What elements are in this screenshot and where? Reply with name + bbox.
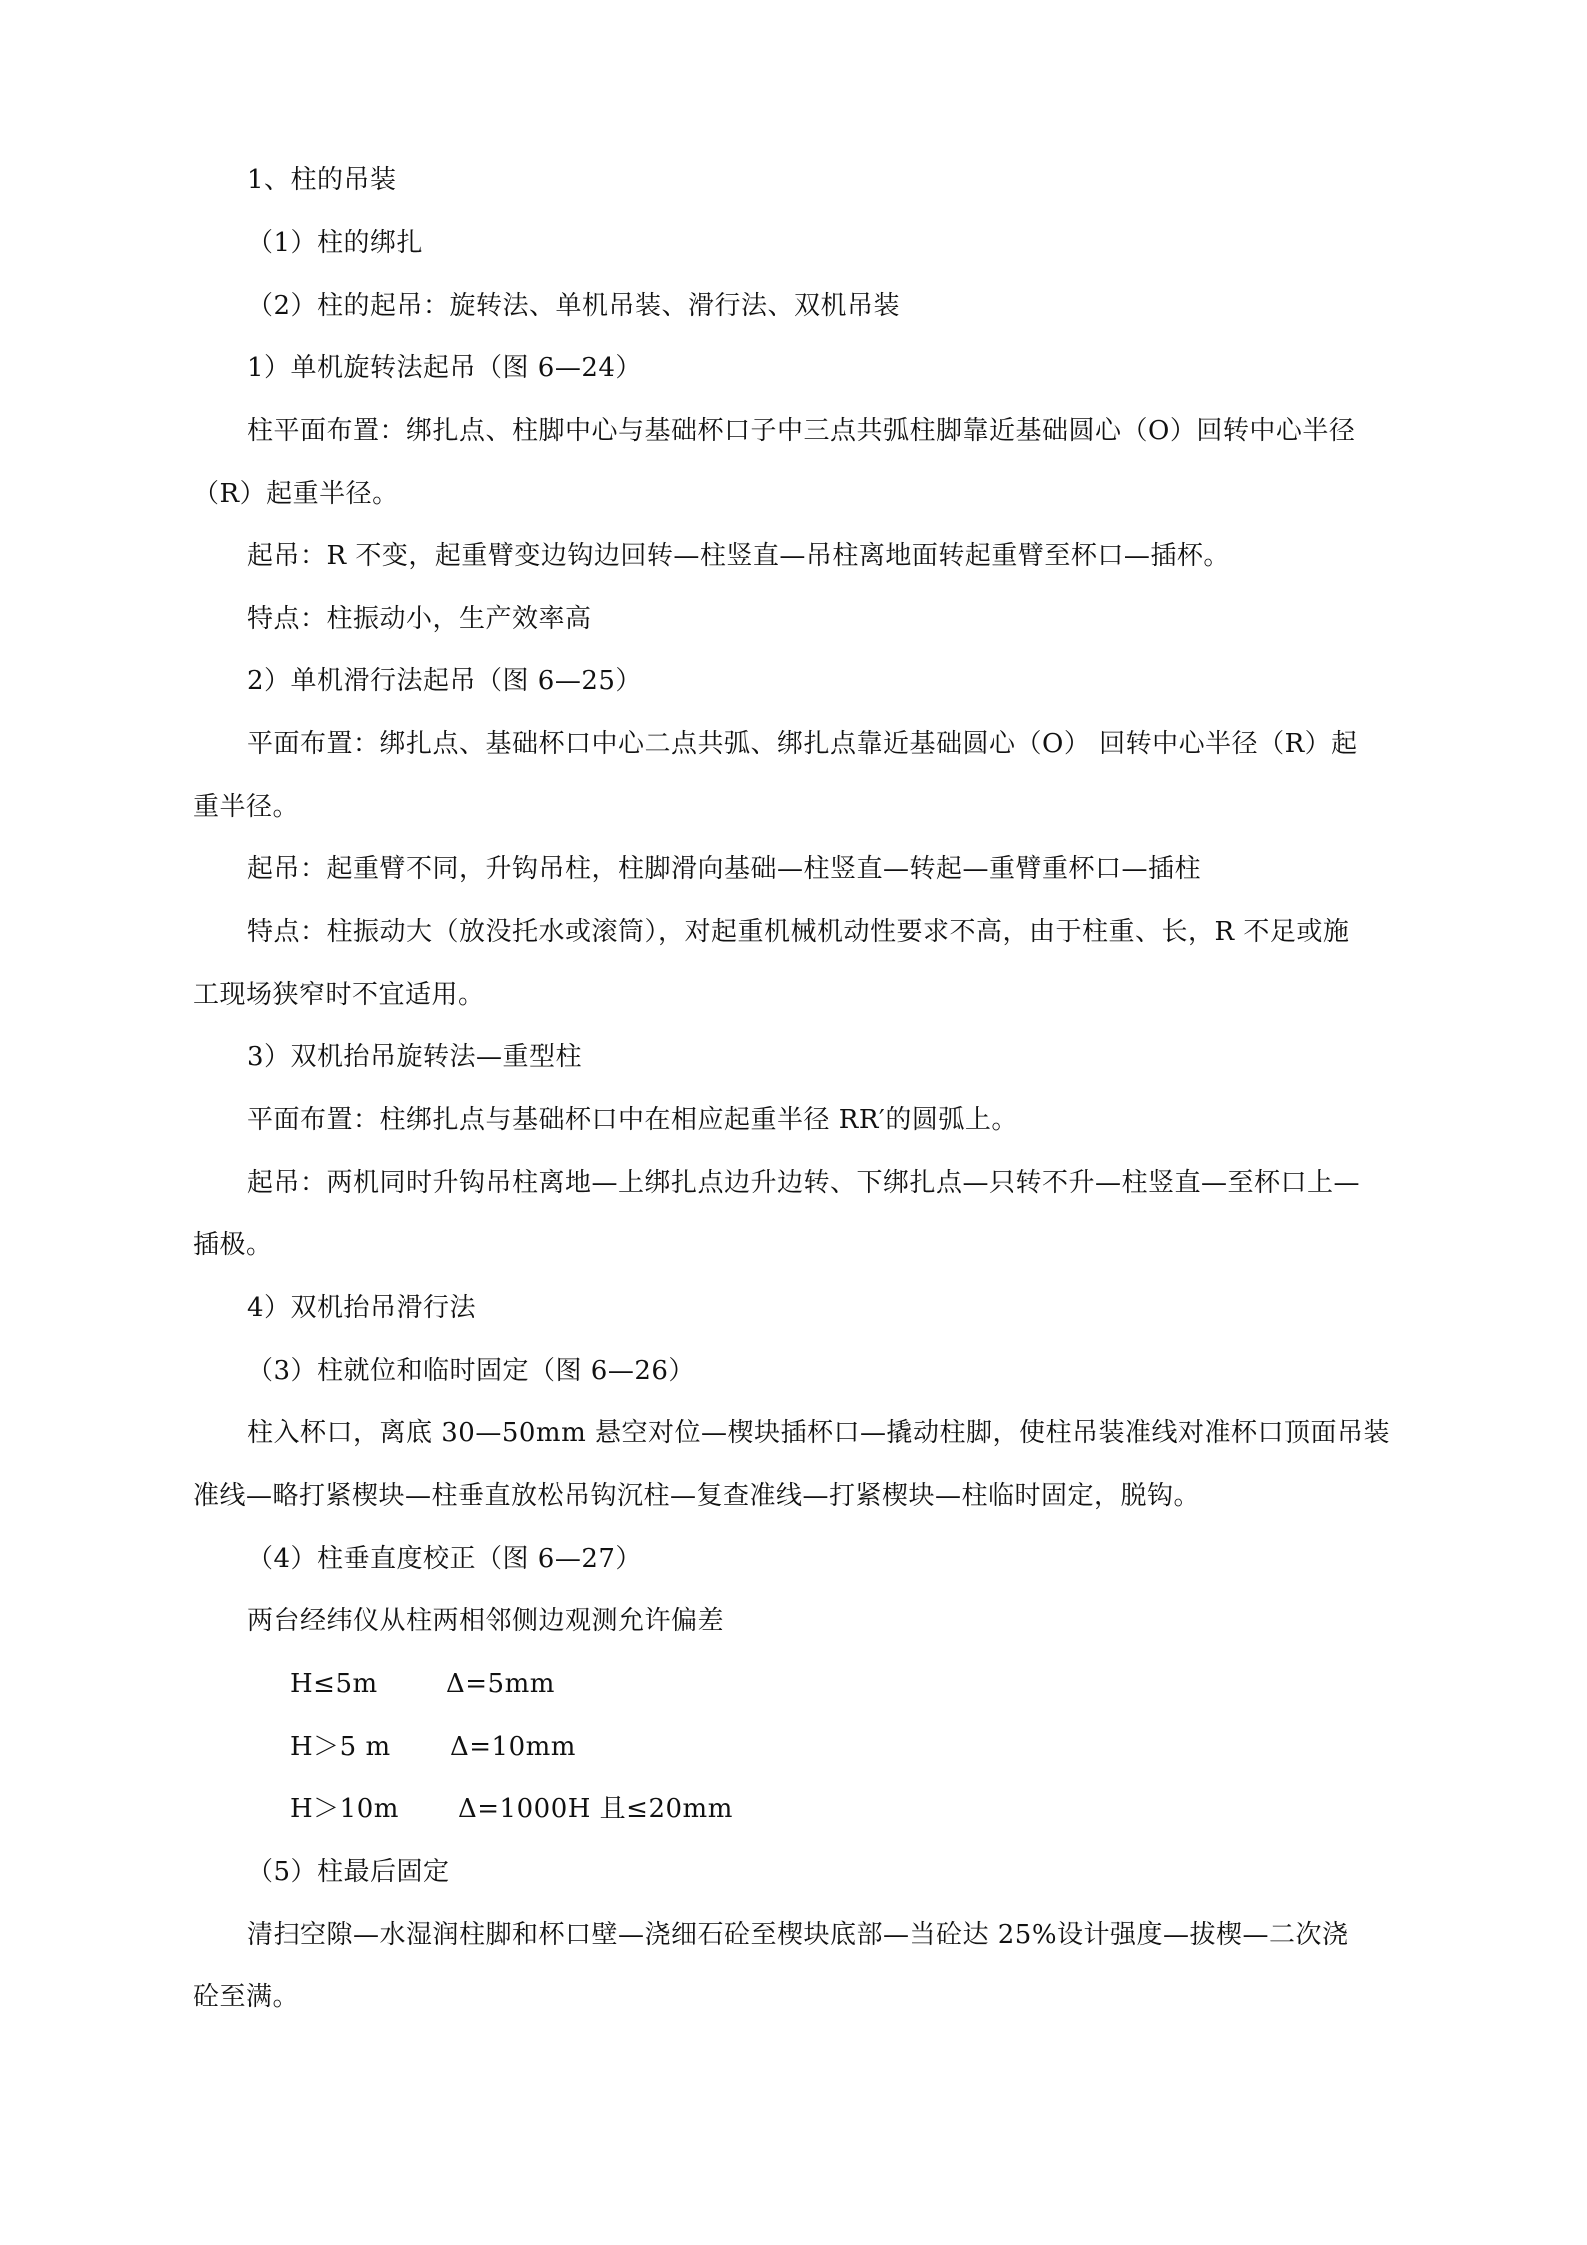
subsection-heading: （4）柱垂直度校正（图 6—27）	[247, 1544, 642, 1574]
paragraph-line: （R）起重半径。	[193, 479, 399, 509]
item-heading: 2）单机滑行法起吊（图 6—25）	[247, 666, 642, 696]
tolerance-height: H＞5 m	[290, 1732, 391, 1762]
paragraph-line: 砼至满。	[193, 1982, 300, 2012]
subsection-heading: （3）柱就位和临时固定（图 6—26）	[247, 1356, 695, 1386]
paragraph-line: 清扫空隙—水湿润柱脚和杯口壁—浇细石砼至楔块底部—当砼达 25%设计强度—拔楔—二次浇	[247, 1920, 1349, 1950]
paragraph-line: 平面布置：绑扎点、基础杯口中心二点共弧、绑扎点靠近基础圆心（O） 回转中心半径（R）起	[247, 729, 1358, 759]
paragraph-line: 准线—略打紧楔块—柱垂直放松吊钩沉柱—复查准线—打紧楔块—柱临时固定，脱钩。	[193, 1481, 1201, 1511]
tolerance-value: Δ=1000H 且≤20mm	[458, 1794, 733, 1824]
tolerance-height: H≤5m	[290, 1669, 378, 1699]
paragraph-line: 起吊：起重臂不同，升钩吊柱，柱脚滑向基础—柱竖直—转起—重臂重杯口—插柱	[247, 854, 1202, 884]
tolerance-value: Δ=5mm	[446, 1669, 555, 1699]
paragraph-line: 插极。	[193, 1230, 273, 1260]
section-heading: 1、柱的吊装	[247, 165, 397, 195]
item-heading: 4）双机抬吊滑行法	[247, 1293, 477, 1323]
item-heading: 3）双机抬吊旋转法—重型柱	[247, 1042, 583, 1072]
paragraph-line: 特点：柱振动小，生产效率高	[247, 604, 592, 634]
paragraph-line: 平面布置：柱绑扎点与基础杯口中在相应起重半径 RR′的圆弧上。	[247, 1105, 1018, 1135]
subsection-heading: （5）柱最后固定	[247, 1857, 450, 1887]
paragraph-line: 工现场狭窄时不宜适用。	[193, 980, 485, 1010]
paragraph-line: 起吊：R 不变，起重臂变边钩边回转—柱竖直—吊柱离地面转起重臂至杯口—插杯。	[247, 541, 1230, 571]
paragraph-line: 重半径。	[193, 792, 300, 822]
item-heading: 1）单机旋转法起吊（图 6—24）	[247, 353, 642, 383]
tolerance-value: Δ=10mm	[450, 1732, 576, 1762]
paragraph-line: 特点：柱振动大（放没托水或滚筒），对起重机械机动性要求不高，由于柱重、长，R 不足或施	[247, 917, 1350, 947]
paragraph-line: 柱入杯口，离底 30—50mm 悬空对位—楔块插杯口—撬动柱脚，使柱吊装准线对准杯口顶面吊装	[247, 1418, 1391, 1448]
subsection-heading: （2）柱的起吊：旋转法、单机吊装、滑行法、双机吊装	[247, 291, 901, 321]
paragraph-line: 两台经纬仪从柱两相邻侧边观测允许偏差	[247, 1606, 725, 1636]
subsection-heading: （1）柱的绑扎	[247, 228, 424, 258]
tolerance-height: H＞10m	[290, 1794, 399, 1824]
paragraph-line: 起吊：两机同时升钩吊柱离地—上绑扎点边升边转、下绑扎点—只转不升—柱竖直—至杯口上—	[247, 1168, 1361, 1198]
paragraph-line: 柱平面布置：绑扎点、柱脚中心与基础杯口子中三点共弧柱脚靠近基础圆心（O）回转中心半径	[247, 416, 1356, 446]
